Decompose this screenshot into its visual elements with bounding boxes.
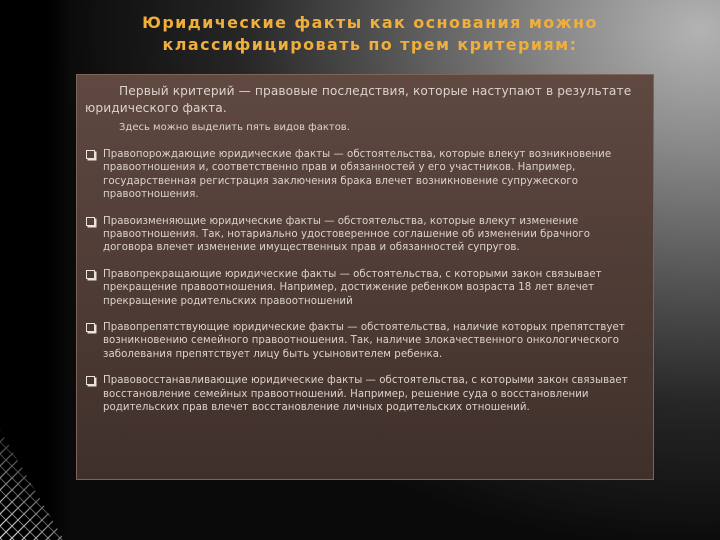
checkbox-bullet-icon — [86, 270, 95, 279]
list-item-text: Правоизменяющие юридические факты — обстоятельства, которые влекут изменение правоотношения. Так, нотариально удостоверенное соглашение об изменении брачного договора влечет изменение имущественных прав и обязанностей супругов. — [103, 215, 591, 254]
slide-title — [70, 12, 670, 56]
checkbox-bullet-icon — [86, 376, 95, 385]
list-item — [85, 374, 639, 414]
list-item — [85, 321, 639, 361]
list-item-text: Правовосстанавливающие юридические факты — обстоятельства, с которыми закон связывает восстановление семейных правоотношений. Например, решение суда о восстановлении родительских прав влечет восстановление личных родительских отношений. — [103, 375, 628, 414]
list-item — [85, 215, 639, 255]
checkbox-bullet-icon — [86, 323, 95, 332]
checkbox-bullet-icon — [86, 150, 95, 159]
intro-text: Первый критерий — правовые последствия, которые наступают в результате юридического факта. — [85, 84, 632, 115]
list-item — [85, 268, 639, 308]
diamond-pattern-decoration — [0, 430, 64, 540]
list-item-text: Правопрепятствующие юридические факты — обстоятельства, наличие которых препятствует возникновению семейного правоотношения. Так, наличие злокачественного онкологического заболевания препятствует лицу быть усыновителем ребенка. — [103, 322, 625, 360]
subintro-text: Здесь можно выделить пять видов фактов. — [119, 122, 350, 133]
list-item — [85, 148, 639, 202]
list-item-text: Правопрекращающие юридические факты — обстоятельства, с которыми закон связывает прекращение правоотношения. Например, достижение ребенком возраста 18 лет влечет прекращение родительских правоотношений — [103, 268, 602, 307]
content-box — [76, 74, 654, 480]
title-line-1: Юридические факты как основания можно — [142, 13, 598, 32]
title-line-2: классифицировать по трем критериям: — [162, 35, 578, 54]
intro-paragraph — [85, 83, 639, 117]
list-item-text: Правопорождающие юридические факты — обстоятельства, которые влекут возникновение правоотношения и, соответственно прав и обязанностей у его участников. Например, государственная регистрация заключения брака влечет возникновение супружеского правоотношения. — [103, 149, 612, 201]
checkbox-bullet-icon — [86, 217, 95, 226]
